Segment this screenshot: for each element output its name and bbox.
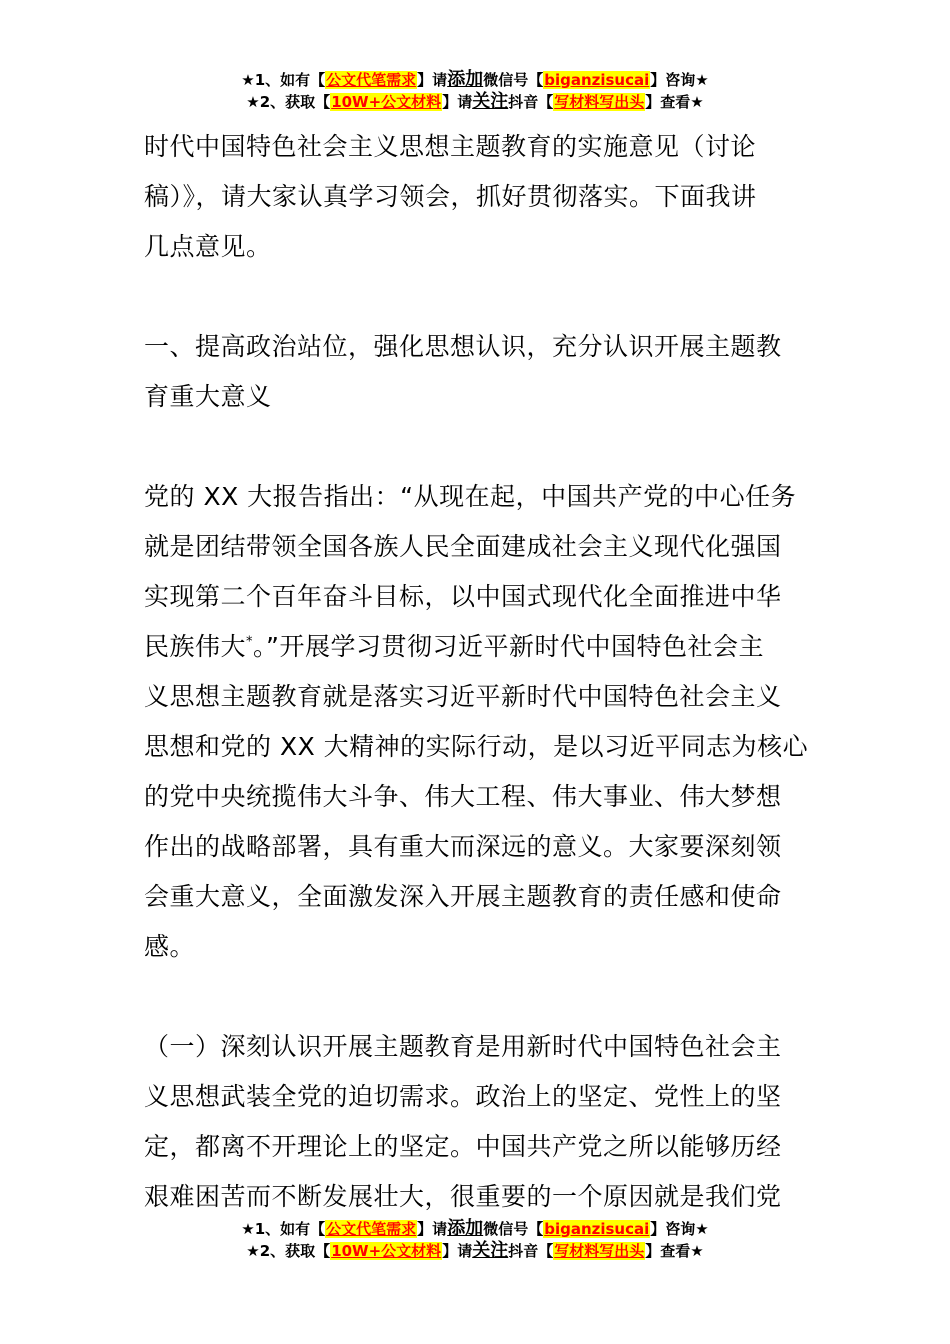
paragraph-report-quote: 党的 XX 大报告指出：“从现在起，中国共产党的中心任务 就是团结带领全国各族人民全面建成社会主义现代化强国 实现第二个百年奋斗目标，以中国式现代化全面推进中华 民族伟大*。”开展学习贯彻习近平新时代中国特色社会主 义思想主题教育就是落实习近平新时代中国特色社会主义 思想和党的 XX 大精神的实际行动，是以习近平同志为核心 的党中央统揽伟大斗争、伟大工程、伟大事业、伟大梦想 作出的战略部署，具有重大而深远的意义。大家要深刻领 会重大意义，全面激发深入开展主题教育的责任感和使命 感。 (144, 482, 809, 961)
section-heading-1: 一、提高政治站位，强化思想认识，充分认识开展主题教 育重大意义 (144, 332, 782, 411)
paragraph-intro: 时代中国特色社会主义思想主题教育的实施意见（讨论 稿）》，请大家认真学习领会，抓好贯彻落实。下面我讲 几点意见。 (144, 132, 757, 261)
banner-line-1: ★1、如有【公文代笔需求】请添加微信号【biganzisucai】咨询★ (241, 69, 709, 90)
paragraph-subsection-1: （一）深刻认识开展主题教育是用新时代中国特色社会主 义思想武装全党的迫切需求。政治上的坚定、党性上的坚 定，都离不开理论上的坚定。中国共产党之所以能够历经 艰难困苦而不断发展壮大，很重要的一个原因就是我们党 (144, 1032, 782, 1211)
banner-highlight-douyin-account: 写材料写出头 (554, 93, 645, 111)
banner-line-1: ★1、如有【公文代笔需求】请添加微信号【biganzisucai】咨询★ (241, 1218, 709, 1239)
banner-highlight-writing-service: 公文代笔需求 (326, 1220, 417, 1238)
bottom-banner (0, 1218, 950, 1262)
banner-highlight-materials: 10W+公文材料 (331, 93, 442, 111)
banner-highlight-douyin-account: 写材料写出头 (554, 1242, 645, 1260)
banner-highlight-wechat-id: biganzisucai (544, 71, 650, 89)
banner-highlight-writing-service: 公文代笔需求 (326, 71, 417, 89)
banner-line-2: ★2、获取【10W+公文材料】请关注抖音【写材料写出头】查看★ (246, 1240, 704, 1261)
banner-highlight-wechat-id: biganzisucai (544, 1220, 650, 1238)
top-banner (0, 69, 950, 113)
banner-line-2: ★2、获取【10W+公文材料】请关注抖音【写材料写出头】查看★ (246, 91, 704, 112)
document-body (144, 122, 808, 1222)
banner-highlight-materials: 10W+公文材料 (331, 1242, 442, 1260)
footnote-marker: * (246, 634, 254, 650)
